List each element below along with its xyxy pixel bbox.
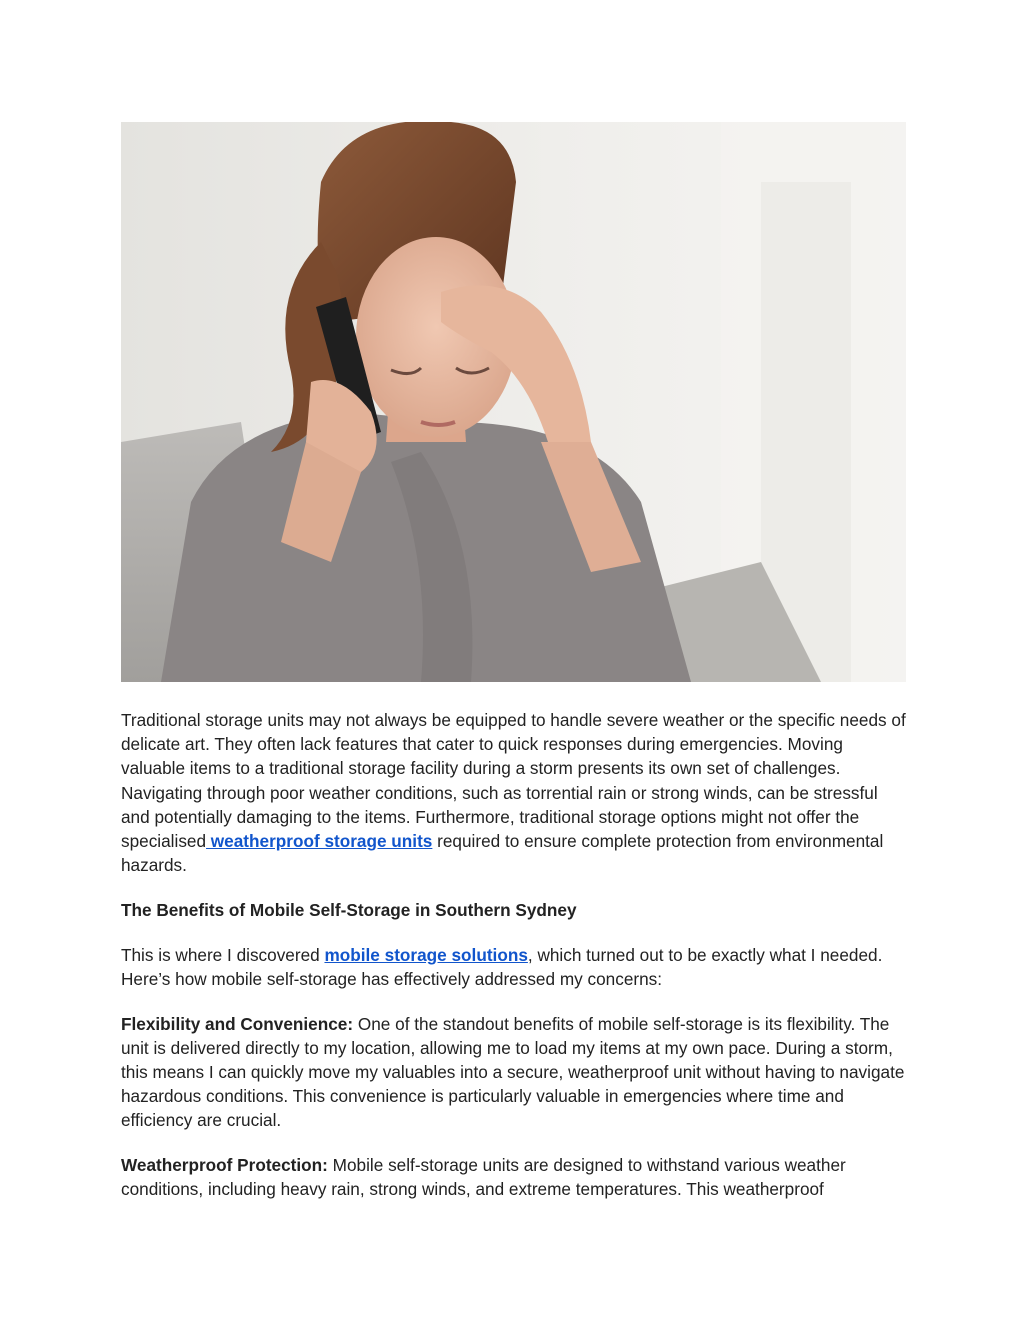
article-body <box>121 708 911 1222</box>
weatherproof-label: Weatherproof Protection: <box>121 1155 328 1176</box>
paragraph-text: , which turned out to be exactly what I needed. Here’s how mobile self-storage has effectively addressed my concerns: <box>121 944 883 989</box>
paragraph-text: Traditional storage units may not always be equipped to handle severe weather or the specific needs of delicate art. They often lack features that cater to quick responses during emergencies. Moving valuable items to a traditional storage facility during a storm presents its own set of challenges. Navigating through poor weather conditions, such as torrential rain or strong winds, can be stressful and potentially damaging to the items. Furthermore, traditional storage options might not offer the specialised <box>121 710 906 852</box>
section-heading: The Benefits of Mobile Self-Storage in Southern Sydney <box>121 899 577 920</box>
paragraph-discovery <box>121 943 911 991</box>
paragraph-text: Mobile self-storage units are designed to withstand various weather conditions, including heavy rain, strong winds, and extreme temperatures. This weatherproof <box>121 1155 846 1200</box>
paragraph-traditional-storage <box>121 708 911 877</box>
paragraph-text: required to ensure complete protection from environmental hazards. <box>121 831 884 876</box>
paragraph-text: One of the standout benefits of mobile self-storage is its flexibility. The unit is delivered directly to my location, allowing me to load my items at my own pace. During a storm, this means I can quickly move my valuables into a secure, weatherproof unit without having to navigate hazardous conditions. This convenience is particularly valuable in emergencies where time and efficiency are crucial. <box>121 1013 905 1131</box>
paragraph-weatherproof <box>121 1153 911 1201</box>
photo-illustration <box>121 122 906 682</box>
flexibility-label: Flexibility and Convenience: <box>121 1013 354 1034</box>
paragraph-text: This is where I discovered <box>121 944 325 965</box>
paragraph-flexibility <box>121 1012 911 1133</box>
stressed-woman-on-phone-photo <box>121 122 906 682</box>
mobile-storage-solutions-link[interactable]: mobile storage solutions <box>324 944 528 965</box>
weatherproof-storage-units-link[interactable]: weatherproof storage units <box>206 831 433 852</box>
